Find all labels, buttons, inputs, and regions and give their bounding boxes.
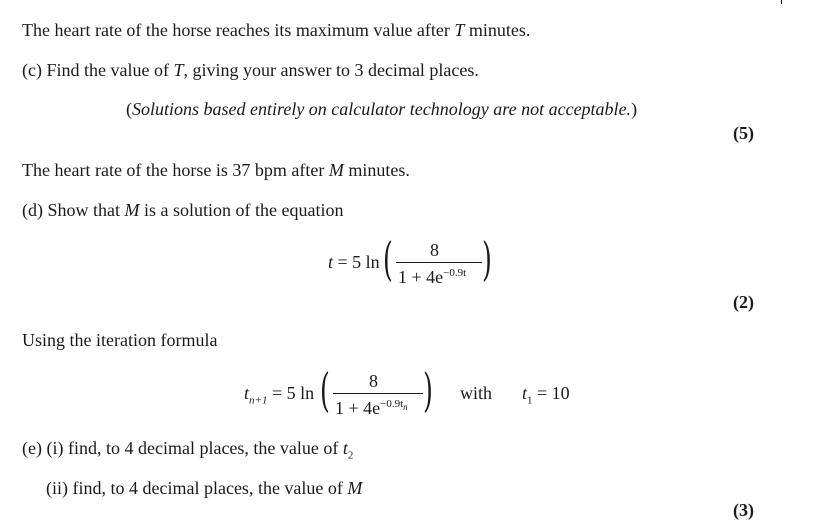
eq2-initial-condition bbox=[522, 383, 570, 407]
part-e-ii-label: (ii) bbox=[46, 478, 68, 498]
eq1-left-paren: ( bbox=[383, 232, 393, 286]
eq2-init-var: t bbox=[522, 383, 528, 403]
calculator-note bbox=[126, 100, 637, 118]
eq2-exponent-subscript: n bbox=[403, 402, 408, 413]
part-e-i-var: t bbox=[342, 438, 348, 458]
eq1-denom-exponent: −0.9t bbox=[443, 267, 467, 279]
eq2-equals-ln: = 5 ln bbox=[267, 383, 315, 403]
part-d-question bbox=[22, 201, 343, 219]
eq1-right-paren: ) bbox=[482, 232, 492, 286]
iteration-intro: Using the iteration formula bbox=[22, 330, 218, 350]
intro-var: T bbox=[454, 20, 465, 40]
part-d-label: (d) bbox=[22, 200, 43, 220]
line2-var: M bbox=[328, 160, 344, 180]
eq2-right-paren: ) bbox=[423, 363, 433, 417]
marks-part-c: (5) bbox=[733, 123, 754, 143]
eq2-denom-exponent: −0.9t bbox=[380, 398, 404, 410]
eq2-denom-base: 1 + 4e bbox=[335, 398, 381, 418]
top-right-bracket-mark bbox=[781, 0, 788, 4]
part-e-ii-question bbox=[46, 479, 362, 497]
eq1-lhs bbox=[328, 253, 380, 271]
part-e-ii-var: M bbox=[347, 478, 363, 498]
marks-part-d: (2) bbox=[733, 292, 754, 312]
part-e-i-label: (i) bbox=[46, 438, 64, 458]
intro-text: The heart rate of the horse reaches its maximum value after bbox=[22, 20, 455, 40]
line2-text-end: minutes. bbox=[343, 160, 410, 180]
eq2-fraction-bar bbox=[333, 393, 423, 394]
eq1-equals-ln: = 5 ln bbox=[333, 252, 380, 272]
part-c-label: (c) bbox=[22, 60, 42, 80]
eq2-init-subscript: 1 bbox=[527, 394, 533, 407]
eq1-denom-base: 1 + 4e bbox=[398, 267, 444, 287]
part-e-ii-text: find, to 4 decimal places, the value of bbox=[72, 478, 348, 498]
part-c-text: Find the value of bbox=[46, 60, 174, 80]
note-text: Solutions based entirely on calculator technology are not acceptable. bbox=[132, 99, 632, 119]
eq2-numerator: 8 bbox=[369, 371, 378, 391]
eq2-lhs bbox=[244, 383, 315, 407]
part-c-question bbox=[22, 61, 479, 79]
intro-text-end: minutes. bbox=[464, 20, 531, 40]
eq2-lhs-var: t bbox=[244, 383, 250, 403]
eq2-init-value: = 10 bbox=[532, 383, 570, 403]
eq2-left-paren: ( bbox=[320, 363, 330, 417]
note-open-paren: ( bbox=[126, 99, 132, 119]
eq1-lhs-var: t bbox=[328, 252, 334, 272]
marks-part-e: (3) bbox=[733, 500, 754, 520]
part-d-text: Show that bbox=[47, 200, 125, 220]
eq2-lhs-subscript: n+1 bbox=[249, 394, 268, 407]
part-e-i-question bbox=[22, 438, 354, 462]
part-d-var: M bbox=[124, 200, 140, 220]
intro-line-37bpm bbox=[22, 161, 410, 179]
note-close-paren: ) bbox=[631, 99, 638, 119]
part-c-text-end: , giving your answer to 3 decimal places. bbox=[183, 60, 479, 80]
intro-line-max bbox=[22, 21, 530, 39]
eq1-denominator bbox=[398, 268, 466, 286]
part-e-label: (e) bbox=[22, 438, 42, 458]
part-e-i-text: find, to 4 decimal places, the value of bbox=[67, 438, 343, 458]
eq1-fraction-bar bbox=[396, 262, 482, 263]
part-c-var: T bbox=[173, 60, 184, 80]
part-e-i-subscript: 2 bbox=[347, 449, 354, 462]
eq2-denominator bbox=[335, 399, 408, 417]
part-d-text-end: is a solution of the equation bbox=[139, 200, 344, 220]
eq1-numerator: 8 bbox=[430, 240, 439, 260]
line2-text: The heart rate of the horse is 37 bpm after bbox=[22, 160, 329, 180]
eq2-with: with bbox=[460, 383, 493, 403]
